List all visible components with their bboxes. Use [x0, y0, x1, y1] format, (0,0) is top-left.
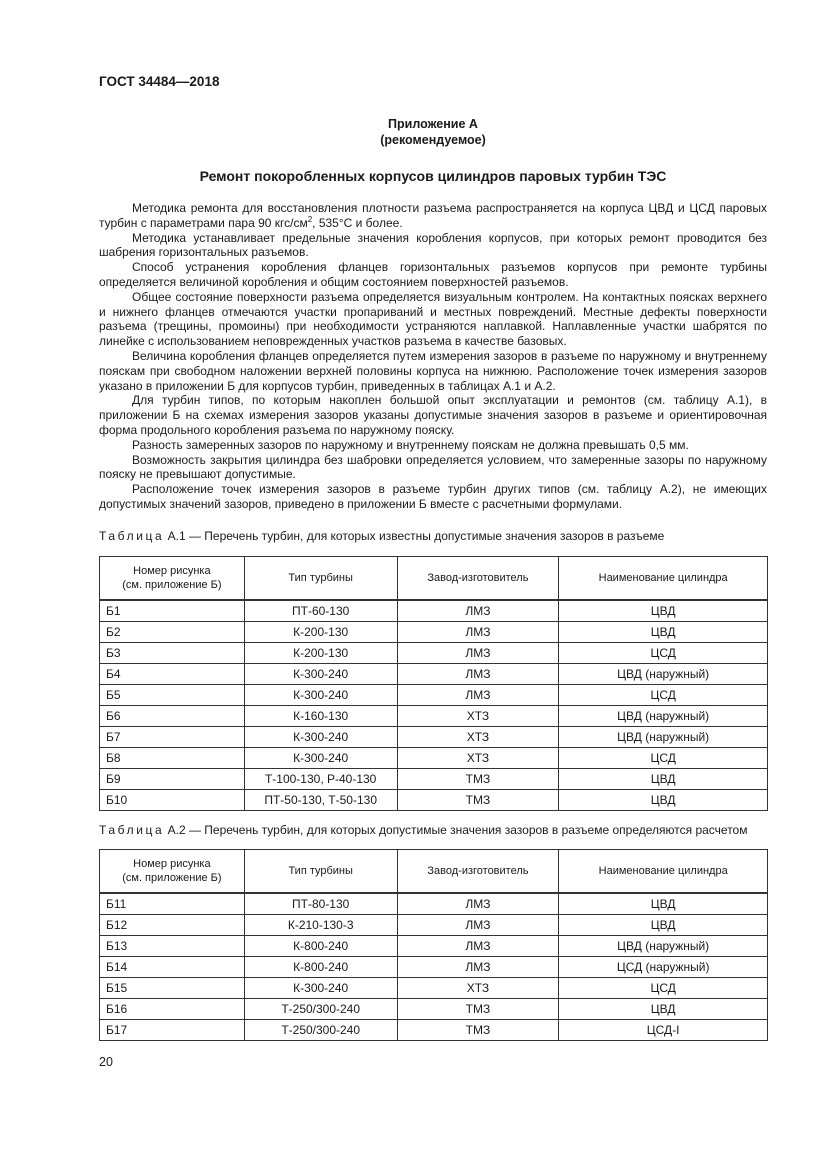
cell-manufacturer: ХТЗ: [397, 978, 559, 999]
table-a1-caption: [99, 529, 789, 543]
table-row: [100, 748, 768, 769]
cell-manufacturer: ЛМЗ: [397, 664, 559, 685]
cell-turbine-type: Т-100-130, Р-40-130: [244, 769, 397, 790]
cell-turbine-type: К-800-240: [244, 936, 397, 957]
cell-figure-number: Б14: [100, 957, 245, 978]
cell-cylinder-name: ЦСД: [559, 643, 768, 664]
cell-figure-number: Б6: [100, 706, 245, 727]
cell-cylinder-name: ЦСД: [559, 978, 768, 999]
table-row: [100, 1020, 768, 1041]
cell-cylinder-name: ЦСД (наружный): [559, 957, 768, 978]
cell-figure-number: Б12: [100, 915, 245, 936]
annex-status: (рекомендуемое): [380, 133, 486, 147]
cell-figure-number: Б17: [100, 1020, 245, 1041]
cell-manufacturer: ЛМЗ: [397, 936, 559, 957]
header-figure-number: [100, 850, 245, 894]
page-title: Ремонт покоробленных корпусов цилиндров паровых турбин ТЭС: [199, 168, 667, 184]
cell-manufacturer: ЛМЗ: [397, 685, 559, 706]
table-row: [100, 957, 768, 978]
cell-turbine-type: ПТ-60-130: [244, 600, 397, 622]
table-row: [100, 685, 768, 706]
cell-figure-number: Б11: [100, 893, 245, 915]
paragraph-8: Возможность закрытия цилиндра без шабровки определяется условием, что замеренные зазоры по наружному пояску не превышают допустимые.: [99, 452, 767, 482]
header-line: Номер рисунка: [133, 858, 211, 870]
cell-turbine-type: К-160-130: [244, 706, 397, 727]
paragraph-2: Методика устанавливает предельные значения коробления корпусов, при которых ремонт проводится без шабрения горизонтальных разъемов.: [99, 230, 767, 260]
cell-manufacturer: ТМЗ: [397, 999, 559, 1020]
paragraph-6: Для турбин типов, по которым накоплен большой опыт эксплуатации и ремонтов (см. таблицу А.1), в приложении Б на схемах измерения зазоров указаны допустимые значения зазоров в разъеме и ориентировочная форма продольного коробления разъема по наружному пояску.: [99, 393, 767, 437]
cell-cylinder-name: ЦВД: [559, 790, 768, 811]
cell-turbine-type: К-300-240: [244, 727, 397, 748]
page-number: 20: [99, 1055, 113, 1069]
cell-cylinder-name: ЦВД (наружный): [559, 664, 768, 685]
cell-turbine-type: К-300-240: [244, 978, 397, 999]
header-turbine-type: Тип турбины: [244, 557, 397, 601]
table-header-row: [100, 850, 768, 894]
body-text: [99, 201, 767, 512]
table-a2-caption: [99, 823, 789, 837]
header-turbine-type: Тип турбины: [244, 850, 397, 894]
paragraph-5: Величина коробления фланцев определяется путем измерения зазоров в разъеме по наружному и внутреннему пояскам при свободном наложении верхней половины корпуса на нижнюю. Расположение точек измерения зазоров указано в приложении Б для корпусов турбин, приведенных в таблицах А.1 и А.2.: [99, 348, 767, 393]
cell-figure-number: Б4: [100, 664, 245, 685]
cell-cylinder-name: ЦВД: [559, 600, 768, 622]
caption-text: А.2 — Перечень турбин, для которых допустимые значения зазоров в разъеме определяются расчетом: [164, 823, 748, 837]
cell-figure-number: Б9: [100, 769, 245, 790]
table-row: [100, 622, 768, 643]
cell-cylinder-name: ЦВД (наружный): [559, 706, 768, 727]
table-a2-body: [100, 893, 768, 1041]
table-row: [100, 790, 768, 811]
table-row: [100, 600, 768, 622]
header-line: Номер рисунка: [133, 565, 211, 577]
cell-figure-number: Б13: [100, 936, 245, 957]
table-row: [100, 664, 768, 685]
paragraph-1: [99, 201, 767, 231]
superscript: 2: [307, 214, 313, 224]
cell-turbine-type: К-300-240: [244, 664, 397, 685]
paragraph-3: Способ устранения коробления фланцев горизонтальных разъемов корпусов при ремонте турбины определяется величиной коробления и общим состоянием поверхностей разъемов.: [99, 260, 767, 289]
cell-manufacturer: ЛМЗ: [397, 600, 559, 622]
cell-cylinder-name: ЦСД: [559, 685, 768, 706]
cell-manufacturer: ТМЗ: [397, 769, 559, 790]
cell-cylinder-name: ЦВД: [559, 622, 768, 643]
table-row: [100, 643, 768, 664]
cell-turbine-type: ПТ-80-130: [244, 893, 397, 915]
cell-figure-number: Б5: [100, 685, 245, 706]
cell-manufacturer: ТМЗ: [397, 790, 559, 811]
cell-cylinder-name: ЦВД: [559, 769, 768, 790]
cell-turbine-type: Т-250/300-240: [244, 999, 397, 1020]
cell-cylinder-name: ЦВД (наружный): [559, 727, 768, 748]
cell-figure-number: Б3: [100, 643, 245, 664]
paragraph-9: Расположение точек измерения зазоров в разъеме турбин других типов (см. таблицу А.2), не имеющих допустимых значений зазоров, приведено в приложении Б вместе с расчетными формулами.: [99, 482, 767, 511]
cell-manufacturer: ЛМЗ: [397, 622, 559, 643]
cell-turbine-type: ПТ-50-130, Т-50-130: [244, 790, 397, 811]
table-row: [100, 978, 768, 999]
cell-manufacturer: ЛМЗ: [397, 893, 559, 915]
table-a1-body: [100, 600, 768, 811]
table-row: [100, 706, 768, 727]
cell-manufacturer: ХТЗ: [397, 748, 559, 769]
table-row: [100, 893, 768, 915]
cell-manufacturer: ХТЗ: [397, 727, 559, 748]
cell-manufacturer: ЛМЗ: [397, 915, 559, 936]
paragraph-1-text: Методика ремонта для восстановления плотности разъема распространяется на корпуса ЦВД и ЦСД паровых турбин с параметрами пара 90 кгс/см: [99, 201, 767, 230]
cell-cylinder-name: ЦСД: [559, 748, 768, 769]
header-manufacturer: Завод-изготовитель: [397, 850, 559, 894]
cell-figure-number: Б16: [100, 999, 245, 1020]
table-a1: [99, 556, 768, 811]
cell-turbine-type: К-210-130-3: [244, 915, 397, 936]
cell-manufacturer: ТМЗ: [397, 1020, 559, 1041]
cell-turbine-type: К-300-240: [244, 748, 397, 769]
cell-figure-number: Б1: [100, 600, 245, 622]
paragraph-7: Разность замеренных зазоров по наружному и внутреннему пояскам не должна превышать 0,5 мм.: [132, 437, 689, 452]
cell-manufacturer: ЛМЗ: [397, 957, 559, 978]
cell-cylinder-name: ЦВД: [559, 915, 768, 936]
caption-label: Таблица: [99, 529, 165, 543]
cell-manufacturer: ХТЗ: [397, 706, 559, 727]
table-a2: [99, 849, 768, 1041]
table-header-row: [100, 557, 768, 601]
header-cylinder-name: Наименование цилиндра: [559, 850, 768, 894]
caption-text: А.1 — Перечень турбин, для которых известны допустимые значения зазоров в разъеме: [164, 529, 665, 543]
cell-turbine-type: Т-250/300-240: [244, 1020, 397, 1041]
annex-heading: [99, 116, 767, 148]
table-row: [100, 936, 768, 957]
header-line: (см. приложение Б): [122, 872, 222, 884]
table-row: [100, 915, 768, 936]
cell-cylinder-name: ЦВД: [559, 999, 768, 1020]
cell-figure-number: Б10: [100, 790, 245, 811]
header-cylinder-name: Наименование цилиндра: [559, 557, 768, 601]
header-line: (см. приложение Б): [122, 579, 222, 591]
header-manufacturer: Завод-изготовитель: [397, 557, 559, 601]
cell-figure-number: Б8: [100, 748, 245, 769]
cell-figure-number: Б2: [100, 622, 245, 643]
cell-turbine-type: К-200-130: [244, 622, 397, 643]
header-figure-number: [100, 557, 245, 601]
cell-cylinder-name: ЦВД (наружный): [559, 936, 768, 957]
cell-turbine-type: К-800-240: [244, 957, 397, 978]
table-row: [100, 769, 768, 790]
table-row: [100, 999, 768, 1020]
cell-cylinder-name: ЦСД-I: [559, 1020, 768, 1041]
cell-cylinder-name: ЦВД: [559, 893, 768, 915]
paragraph-4: Общее состояние поверхности разъема определяется визуальным контролем. На контактных поясках верхнего и нижнего фланцев отмечаются участки пропариваний и местных повреждений. Местные дефекты поверхности разъема (трещины, промоины) при необходимости устраняются наплавкой. Наплавленные участки шабрятся по линейке с использованием неповрежденных участков разъема в качестве базовых.: [99, 289, 767, 349]
cell-figure-number: Б15: [100, 978, 245, 999]
standard-code: ГОСТ 34484—2018: [99, 74, 220, 89]
cell-manufacturer: ЛМЗ: [397, 643, 559, 664]
paragraph-1-tail: , 535°С и более.: [312, 215, 403, 230]
cell-turbine-type: К-300-240: [244, 685, 397, 706]
cell-figure-number: Б7: [100, 727, 245, 748]
caption-label: Таблица: [99, 823, 165, 837]
table-row: [100, 727, 768, 748]
cell-turbine-type: К-200-130: [244, 643, 397, 664]
annex-title: Приложение А: [388, 117, 478, 131]
